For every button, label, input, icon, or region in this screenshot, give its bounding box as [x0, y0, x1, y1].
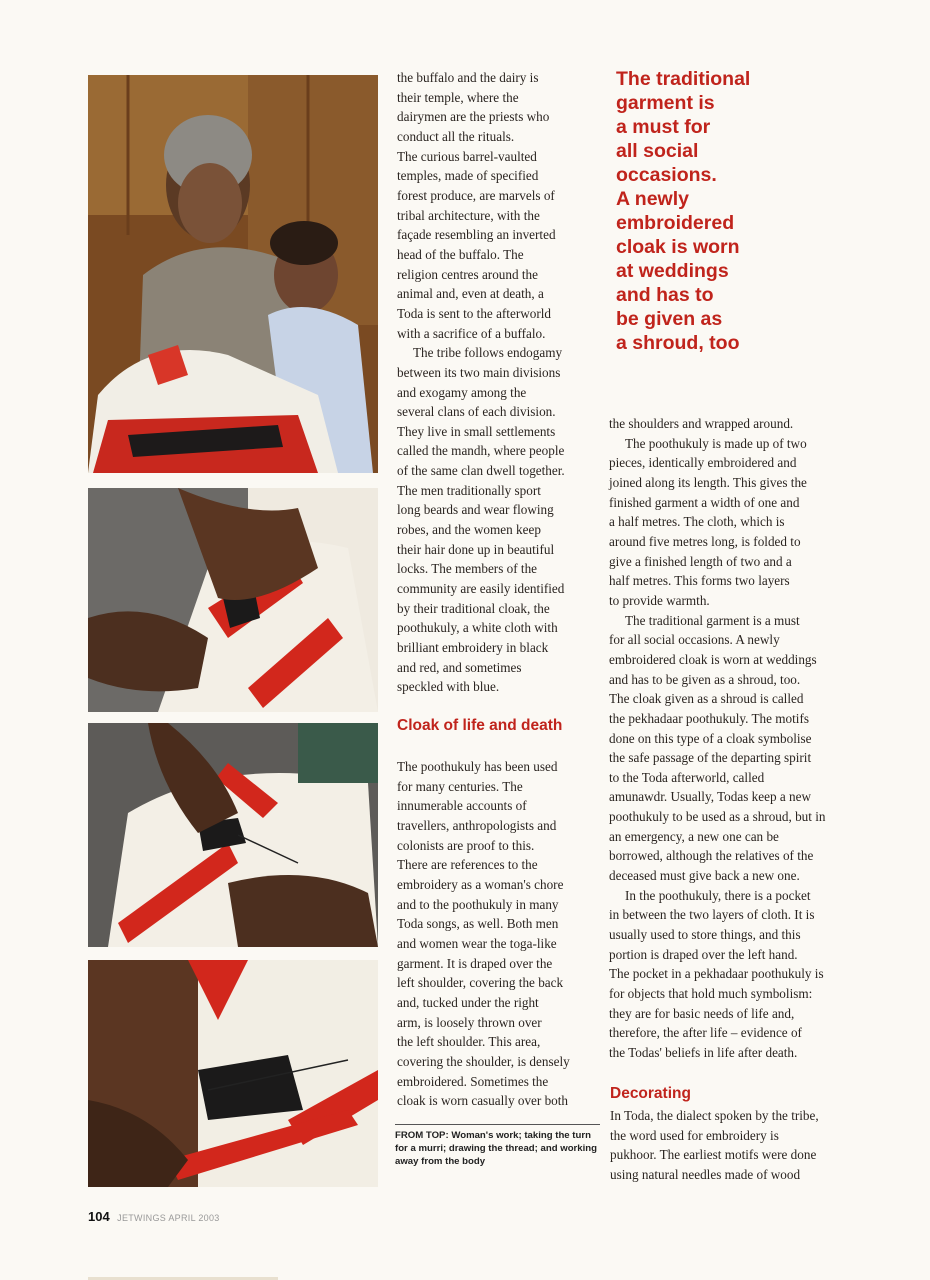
text-line: usually used to store things, and this [609, 927, 801, 943]
text-line: and red, and sometimes [397, 659, 522, 675]
text-line: temples, made of specified [397, 168, 539, 184]
text-line: community are easily identified [397, 581, 565, 597]
page-number: 104 [88, 1209, 110, 1224]
text-line: to the Toda afterworld, called [609, 769, 765, 785]
text-line: embroidery as a woman's chore [397, 876, 564, 892]
pull-quote-line: a shroud, too [616, 332, 740, 354]
text-line: poothukuly, a white cloth with [397, 620, 558, 636]
text-line: the pekhadaar poothukuly. The motifs [609, 710, 809, 726]
text-line: They live in small settlements [397, 423, 556, 439]
text-line: joined along its length. This gives the [609, 474, 807, 490]
text-line: half metres. This forms two layers [609, 573, 790, 589]
text-line: and exogamy among the [397, 384, 527, 400]
text-line: façade resembling an inverted [397, 227, 556, 243]
pull-quote-line: cloak is worn [616, 236, 740, 258]
text-line: deceased must give back a new one. [609, 868, 800, 884]
text-line: the buffalo and the dairy is [397, 70, 539, 85]
text-line: head of the buffalo. The [397, 246, 524, 262]
pull-quote-line: The traditional [616, 68, 751, 90]
text-line: finished garment a width of one and [609, 494, 800, 510]
text-line: using natural needles made of wood [610, 1166, 801, 1182]
caption-label: FROM TOP: [395, 1130, 449, 1141]
text-line: the left shoulder. This area, [397, 1034, 541, 1050]
text-line: locks. The members of the [397, 561, 538, 577]
text-line: covering the shoulder, is densely [397, 1053, 570, 1069]
text-line: their temple, where the [397, 89, 519, 105]
text-line: of the same clan dwell together. [397, 463, 565, 479]
text-line: tribal architecture, with the [397, 207, 540, 223]
text-line: to provide warmth. [609, 592, 710, 608]
text-line: poothukuly to be used as a shroud, but in [609, 809, 826, 825]
pull-quote [616, 67, 866, 355]
subheading-decorating: Decorating [610, 1085, 691, 1102]
text-line: and women wear the toga-like [397, 935, 557, 951]
text-line: The pocket in a pekhadaar poothukuly is [609, 966, 824, 982]
pull-quote-line: and has to [616, 284, 714, 306]
text-line: long beards and wear flowing [397, 502, 554, 518]
text-line: colonists are proof to this. [397, 837, 535, 853]
text-line: dairymen are the priests who [397, 109, 550, 125]
text-line: animal and, even at death, a [397, 286, 544, 302]
text-line: arm, is loosely thrown over [397, 1014, 542, 1030]
photo-caption [395, 1124, 600, 1168]
text-line: and, tucked under the right [397, 994, 539, 1010]
pull-quote-line: embroidered [616, 212, 735, 234]
text-line: forest produce, are marvels of [397, 187, 555, 203]
subheading-cloak-of-life: Cloak of life and death [397, 717, 563, 734]
article-column-2-continued [610, 1106, 860, 1185]
text-line: for many centuries. The [397, 778, 523, 794]
text-line: by their traditional cloak, the [397, 600, 550, 616]
text-line: The poothukuly has been used [397, 759, 558, 774]
text-line: travellers, anthropologists and [397, 817, 557, 833]
photo-working-away [88, 960, 378, 1187]
text-line: portion is draped over the left hand. [609, 946, 798, 962]
text-line: The traditional garment is a must [625, 612, 800, 628]
photo-turn-for-murri [88, 488, 378, 712]
pull-quote-line: at weddings [616, 260, 729, 282]
pull-quote-line: occasions. [616, 164, 717, 186]
text-line: religion centres around the [397, 266, 538, 282]
text-line: the shoulders and wrapped around. [609, 416, 794, 431]
text-line: The tribe follows endogamy [413, 345, 563, 361]
text-line: The cloak given as a shroud is called [609, 691, 804, 707]
text-line: give a finished length of two and a [609, 553, 792, 569]
text-line: embroidered. Sometimes the [397, 1073, 549, 1089]
text-line: an emergency, a new one can be [609, 828, 779, 844]
text-line: In the poothukuly, there is a pocket [625, 887, 811, 903]
text-line: a half metres. The cloth, which is [609, 514, 785, 530]
article-column-1 [397, 68, 597, 697]
text-line: between its two main divisions [397, 364, 561, 380]
text-line: amunawdr. Usually, Todas keep a new [609, 789, 811, 805]
text-line: cloak is worn casually over both [397, 1093, 569, 1109]
text-line: the safe passage of the departing spirit [609, 750, 812, 766]
text-line: left shoulder, covering the back [397, 975, 564, 991]
text-line: borrowed, although the relatives of the [609, 848, 814, 864]
text-line: therefore, the after life – evidence of [609, 1025, 802, 1041]
text-line: There are references to the [397, 857, 538, 873]
text-line: with a sacrifice of a buffalo. [397, 325, 546, 341]
text-line: pieces, identically embroidered and [609, 455, 797, 471]
text-line: called the mandh, where people [397, 443, 565, 459]
photo-woman-embroidering [88, 75, 378, 473]
text-line: pukhoor. The earliest motifs were done [610, 1147, 817, 1163]
text-line: embroidered cloak is worn at weddings [609, 651, 817, 667]
text-line: and to the poothukuly in many [397, 896, 559, 912]
pull-quote-line: be given as [616, 308, 723, 330]
text-line: The curious barrel-vaulted [397, 148, 537, 164]
text-line: innumerable accounts of [397, 798, 527, 814]
text-line: brilliant embroidery in black [397, 640, 549, 656]
text-line: and has to be given as a shroud, too. [609, 671, 801, 687]
text-line: the Todas' beliefs in life after death. [609, 1045, 798, 1060]
text-line: robes, and the women keep [397, 522, 541, 538]
photo-drawing-thread [88, 723, 378, 947]
text-line: around five metres long, is folded to [609, 533, 801, 549]
pull-quote-line: garment is [616, 92, 715, 114]
text-line: their hair done up in beautiful [397, 541, 555, 557]
text-line: several clans of each division. [397, 404, 556, 420]
text-line: Toda songs, as well. Both men [397, 916, 559, 932]
text-line: conduct all the rituals. [397, 128, 515, 144]
article-column-2 [609, 414, 859, 1063]
text-line: for all social occasions. A newly [609, 632, 780, 648]
text-line: done on this type of a cloak symbolise [609, 730, 812, 746]
article-column-1-continued [397, 757, 597, 1111]
pull-quote-line: all social [616, 140, 699, 162]
pull-quote-line: A newly [616, 188, 689, 210]
text-line: speckled with blue. [397, 679, 500, 695]
text-line: for objects that hold much symbolism: [609, 986, 813, 1002]
pull-quote-line: a must for [616, 116, 711, 138]
page-footer [88, 1208, 220, 1226]
text-line: In Toda, the dialect spoken by the tribe, [610, 1108, 819, 1123]
text-line: garment. It is draped over the [397, 955, 553, 971]
text-line: The men traditionally sport [397, 482, 541, 498]
text-line: Toda is sent to the afterworld [397, 305, 551, 321]
caption-text: Woman's work; taking the turn for a murri; drawing the thread; and working away from the body [395, 1130, 598, 1167]
text-line: they are for basic needs of life and, [609, 1005, 795, 1021]
text-line: The poothukuly is made up of two [625, 435, 807, 451]
text-line: in between the two layers of cloth. It is [609, 907, 815, 923]
magazine-issue: JETWINGS APRIL 2003 [117, 1213, 220, 1223]
text-line: the word used for embroidery is [610, 1127, 779, 1143]
